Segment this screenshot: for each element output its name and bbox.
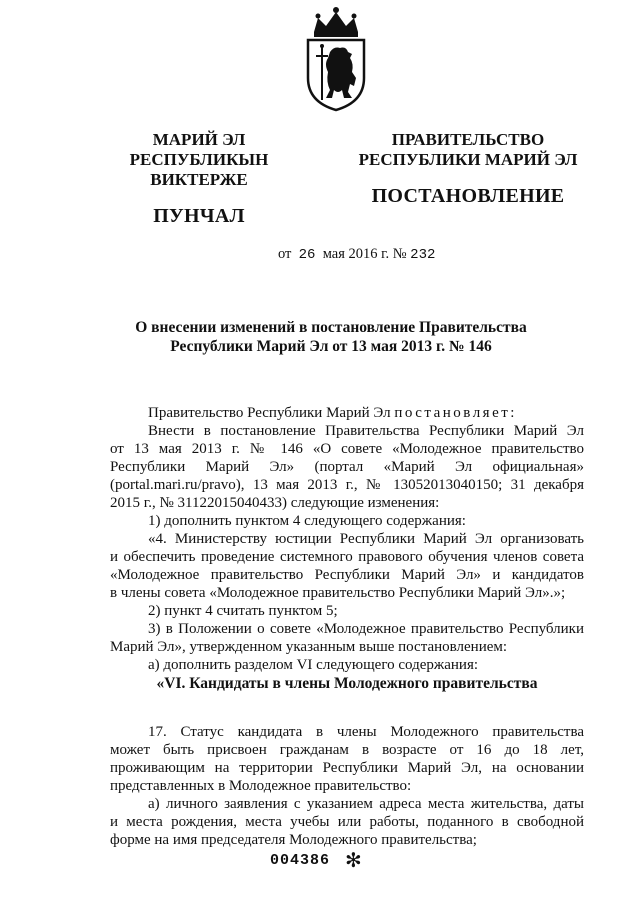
p17a-line: и места рождения, места учебы или работы, поданного в свободной — [110, 814, 584, 830]
asterisk-mark: ✻ — [345, 848, 362, 872]
document-date — [278, 246, 435, 263]
date-rest: мая 2016 г. № — [322, 246, 407, 262]
header-left-line2: ВИКТЕРЖЕ — [150, 170, 248, 189]
p17a-line: форме на имя председателя Молодежного правительства; — [110, 832, 477, 848]
date-prefix: от — [278, 246, 292, 262]
item3-line: 3) в Положении о совете «Молодежное правительство Республики — [148, 621, 584, 637]
p17-line: представленных в Молодежное правительство: — [110, 778, 412, 794]
title-line2: Республики Марий Эл от 13 мая 2013 г. № 146 — [170, 338, 492, 355]
item-3a: а) дополнить разделом VI следующего содержания: — [148, 657, 479, 673]
p1-line: 2015 г., № 31122015040433) следующие изменения: — [110, 495, 440, 511]
header-russian-language — [350, 130, 586, 206]
header-right-line2: РЕСПУБЛИКИ МАРИЙ ЭЛ — [358, 150, 578, 169]
document-title — [100, 318, 562, 356]
quote-paragraph-4 — [110, 530, 584, 602]
header-right-line1: ПРАВИТЕЛЬСТВО — [391, 130, 545, 149]
paragraph-1 — [110, 422, 584, 512]
item3-line: Марий Эл», утвержденном указанным выше постановлением: — [110, 639, 508, 655]
quote4-line: в члены совета «Молодежное правительство Республики Марий Эл».»; — [110, 585, 566, 601]
form-serial-number: 004386 — [270, 852, 331, 869]
p17a-line: а) личного заявления с указанием адреса места жительства, даты — [148, 796, 584, 812]
p17-line: проживающим на территории Республики Марий Эл, на основании — [110, 760, 584, 776]
item-2: 2) пункт 4 считать пунктом 5; — [148, 603, 338, 619]
item-1: 1) дополнить пунктом 4 следующего содержания: — [148, 513, 466, 529]
paragraph-17a — [110, 795, 584, 849]
header-left-line1: МАРИЙ ЭЛ РЕСПУБЛИКЫН — [129, 130, 269, 169]
lead-paragraph — [110, 404, 584, 422]
date-day: 26 — [298, 247, 316, 263]
p1-line: Республики Марий Эл» (портал «Марий Эл официальная» — [110, 459, 584, 475]
title-line1: О внесении изменений в постановление Правительства — [135, 319, 527, 336]
p1-line: Внести в постановление Правительства Республики Марий Эл — [148, 423, 584, 439]
quote4-line: «Молодежное правительство Республики Марий Эл» и кандидатов — [110, 567, 584, 583]
quote4-line: и обеспечить проведение системного правового обучения членов совета — [110, 549, 584, 565]
header-left-doc-type: ПУНЧАЛ — [153, 205, 245, 227]
p1-line: (portal.mari.ru/pravo), 13 мая 2013 г., № 13052013040150; 31 декабря — [110, 477, 584, 493]
quote4-line: «4. Министерству юстиции Республики Марий Эл организовать — [148, 531, 584, 547]
header-mari-language — [92, 130, 306, 226]
item-3 — [110, 620, 584, 656]
header-right-doc-type: ПОСТАНОВЛЕНИЕ — [371, 185, 565, 207]
p17-line: может быть присвоен гражданам в возрасте от 16 до 18 лет, — [110, 742, 584, 758]
coat-of-arms-emblem — [300, 6, 372, 114]
lead-text: Правительство Республики Марий Эл — [148, 405, 391, 421]
lead-word: постановляет: — [394, 405, 517, 421]
document-body — [110, 404, 584, 849]
section-heading: «VI. Кандидаты в члены Молодежного правительства — [156, 675, 538, 692]
paragraph-17 — [110, 723, 584, 795]
p17-line: 17. Статус кандидата в члены Молодежного правительства — [148, 724, 584, 740]
document-number: 232 — [410, 247, 436, 263]
spacer — [110, 693, 584, 723]
p1-line: от 13 мая 2013 г. № 146 «О совете «Молодежное правительство — [110, 441, 584, 457]
